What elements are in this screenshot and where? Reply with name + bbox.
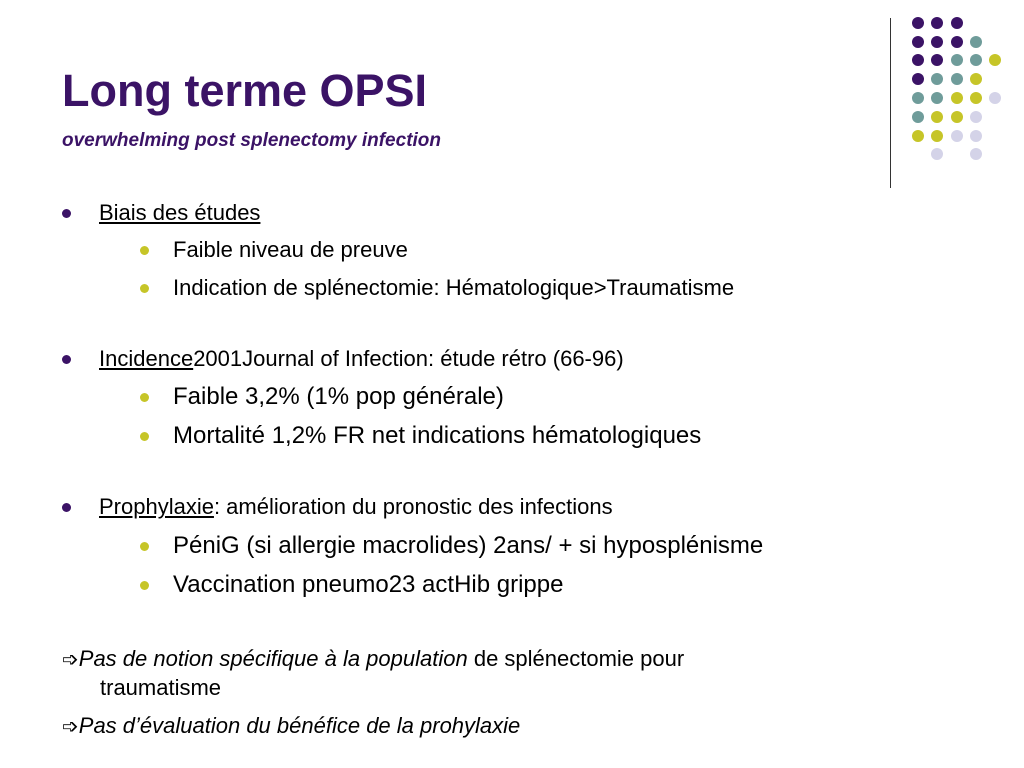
bullet-incidence bbox=[62, 346, 624, 372]
sub-bullet bbox=[140, 532, 763, 560]
decorative-dot bbox=[951, 17, 963, 29]
decorative-dot bbox=[931, 111, 943, 123]
decorative-dot bbox=[989, 92, 1001, 104]
sub-bullet-text: Vaccination pneumo23 actHib grippe bbox=[173, 571, 564, 598]
decorative-dot bbox=[951, 36, 963, 48]
decorative-dot bbox=[970, 92, 982, 104]
sub-bullet-text: Indication de splénectomie: Hématologique>Traumatisme bbox=[173, 275, 735, 300]
bullet-dot-icon bbox=[140, 581, 149, 590]
sub-bullet-text: Faible 3,2% (1% pop générale) bbox=[173, 383, 504, 410]
decorative-dot bbox=[931, 17, 943, 29]
sub-bullet-text: Mortalité 1,2% FR net indications hématologiques bbox=[173, 422, 702, 449]
arrow-right-icon: ➩ bbox=[62, 716, 79, 738]
decorative-dot bbox=[970, 73, 982, 85]
section-label: Prophylaxie bbox=[99, 494, 214, 519]
decorative-dot bbox=[970, 130, 982, 142]
conclusion-continuation: traumatisme bbox=[100, 675, 222, 700]
sub-bullet bbox=[140, 571, 563, 599]
decorative-dot bbox=[931, 73, 943, 85]
decorative-dot bbox=[912, 17, 924, 29]
conclusion-italic: Pas de notion spécifique à la population bbox=[78, 646, 468, 671]
decorative-dot bbox=[970, 111, 982, 123]
decorative-dot bbox=[970, 54, 982, 66]
decorative-dot bbox=[912, 130, 924, 142]
sub-bullet bbox=[140, 237, 408, 263]
decorative-dot bbox=[931, 92, 943, 104]
sub-bullet bbox=[140, 422, 701, 450]
bullet-dot-icon bbox=[62, 503, 71, 512]
decorative-dot bbox=[912, 73, 924, 85]
section-text: 2001Journal of Infection: étude rétro (66-96) bbox=[193, 346, 624, 371]
conclusion-text: de splénectomie pour bbox=[467, 646, 685, 671]
decorative-dot bbox=[970, 148, 982, 160]
bullet-biais bbox=[62, 200, 260, 226]
bullet-dot-icon bbox=[140, 284, 149, 293]
sub-bullet bbox=[140, 275, 734, 301]
decorative-dot bbox=[931, 130, 943, 142]
bullet-dot-icon bbox=[140, 542, 149, 551]
sub-bullet-text: PéniG (si allergie macrolides) 2ans/ + si hyposplénisme bbox=[173, 532, 764, 559]
decorative-dot bbox=[912, 54, 924, 66]
arrow-right-icon: ➩ bbox=[62, 649, 79, 671]
decorative-dot bbox=[951, 73, 963, 85]
sub-bullet bbox=[140, 383, 504, 411]
conclusion-2 bbox=[62, 712, 922, 741]
section-label: Biais des études bbox=[99, 200, 261, 225]
bullet-prophylaxie bbox=[62, 494, 613, 520]
decorative-dot bbox=[951, 92, 963, 104]
decorative-dot bbox=[951, 54, 963, 66]
bullet-dot-icon bbox=[140, 432, 149, 441]
decorative-dot bbox=[989, 54, 1001, 66]
slide-title: Long terme OPSI bbox=[62, 65, 428, 116]
decorative-dot bbox=[931, 148, 943, 160]
decorative-dot bbox=[951, 111, 963, 123]
decorative-dot bbox=[931, 54, 943, 66]
bullet-dot-icon bbox=[140, 246, 149, 255]
sub-bullet-text: Faible niveau de preuve bbox=[173, 237, 408, 262]
decorative-dot bbox=[912, 111, 924, 123]
decorative-dot bbox=[970, 36, 982, 48]
divider-line bbox=[890, 18, 891, 188]
bullet-dot-icon bbox=[62, 355, 71, 364]
slide-subtitle: overwhelming post splenectomy infection bbox=[62, 130, 442, 151]
section-label: Incidence bbox=[99, 346, 194, 371]
conclusion-italic: Pas d’évaluation du bénéfice de la prohylaxie bbox=[78, 713, 521, 738]
decorative-dot bbox=[912, 36, 924, 48]
decorative-dot bbox=[931, 36, 943, 48]
bullet-dot-icon bbox=[62, 209, 71, 218]
decorative-dot bbox=[951, 130, 963, 142]
section-text: : amélioration du pronostic des infections bbox=[213, 494, 613, 519]
conclusion-1 bbox=[62, 645, 922, 702]
bullet-dot-icon bbox=[140, 393, 149, 402]
decorative-dot bbox=[912, 92, 924, 104]
